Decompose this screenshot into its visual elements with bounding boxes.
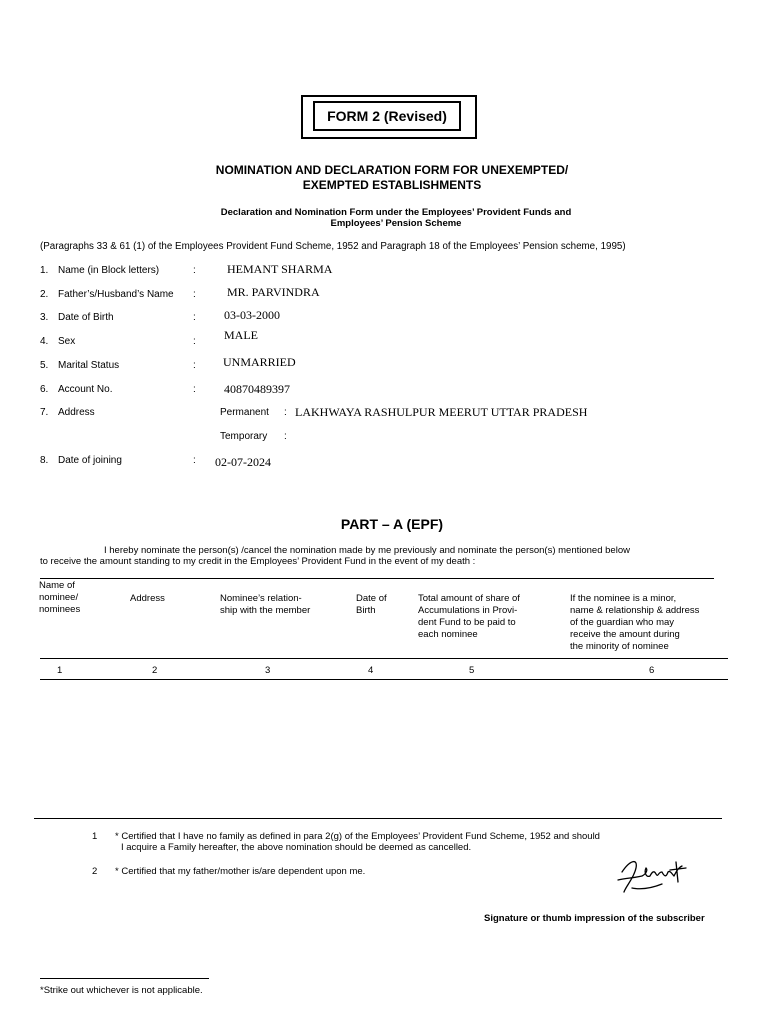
column-header-share: Total amount of share of Accumulations in Provi- dent Fund to be paid to each nominee xyxy=(418,593,520,640)
field-label-date-of-joining: Date of joining xyxy=(58,455,122,466)
field-label-dob: Date of Birth xyxy=(58,312,114,323)
field-label-marital-status: Marital Status xyxy=(58,360,120,371)
table-top-rule xyxy=(40,578,714,579)
table-bottom-rule xyxy=(34,818,722,819)
table-header-rule xyxy=(40,658,728,659)
field-number: 8. xyxy=(40,455,49,466)
field-number: 3. xyxy=(40,312,49,323)
field-value-date-of-joining: 02-07-2024 xyxy=(215,455,271,469)
field-label-father-name: Father’s/Husband’s Name xyxy=(58,289,174,300)
permanent-address-label: Permanent xyxy=(220,407,269,418)
field-number: 7. xyxy=(40,407,49,418)
field-value-marital-status: UNMARRIED xyxy=(223,355,296,369)
form-title: FORM 2 (Revised) xyxy=(313,101,461,131)
field-value-father-name: MR. PARVINDRA xyxy=(227,285,320,299)
field-colon: : xyxy=(193,312,196,323)
column-number: 5 xyxy=(469,665,475,676)
subheading-line-2: Employees’ Pension Scheme xyxy=(330,218,462,229)
field-number: 2. xyxy=(40,289,49,300)
permanent-address-value: LAKHWAYA RASHULPUR MEERUT UTTAR PRADESH xyxy=(295,405,588,419)
part-a-intro-line-1: I hereby nominate the person(s) /cancel the nomination made by me previously and nominate the person(s) mentioned below xyxy=(104,545,630,556)
field-label-name: Name (in Block letters) xyxy=(58,265,160,276)
field-colon: : xyxy=(193,336,196,347)
column-header-dob: Date of Birth xyxy=(356,593,387,616)
column-number: 6 xyxy=(649,665,655,676)
paragraph-reference: (Paragraphs 33 & 61 (1) of the Employees Provident Fund Scheme, 1952 and Paragraph 18 of the Employees’ Pension scheme, 1995) xyxy=(40,241,626,252)
field-number: 5. xyxy=(40,360,49,371)
footnote-rule xyxy=(40,978,209,979)
form-title-box xyxy=(301,95,477,139)
heading-line-1: NOMINATION AND DECLARATION FORM FOR UNEXEMPTED/ xyxy=(215,163,569,177)
column-number: 1 xyxy=(57,665,63,676)
part-a-title: PART – A (EPF) xyxy=(340,516,444,532)
column-header-relationship: Nominee’s relation- ship with the member xyxy=(220,593,311,616)
column-number: 4 xyxy=(368,665,374,676)
footnote: *Strike out whichever is not applicable. xyxy=(40,985,203,996)
column-header-guardian: If the nominee is a minor, name & relationship & address of the guardian who may receive the amount during the minority of nominee xyxy=(570,593,700,652)
part-a-intro-line-2: to receive the amount standing to my credit in the Employees’ Provident Fund in the event of my death : xyxy=(40,556,476,567)
field-number: 1. xyxy=(40,265,49,276)
field-value-account-no: 40870489397 xyxy=(224,382,290,396)
table-number-rule xyxy=(40,679,728,680)
address-colon: : xyxy=(284,407,287,418)
column-number: 2 xyxy=(152,665,158,676)
subheading-line-1: Declaration and Nomination Form under the Employees’ Provident Funds and xyxy=(220,207,572,218)
subscriber-signature xyxy=(612,852,694,898)
temporary-address-label: Temporary xyxy=(220,431,268,442)
heading-line-2: EXEMPTED ESTABLISHMENTS xyxy=(302,178,482,192)
field-colon: : xyxy=(193,289,196,300)
certification-1-line-1: * Certified that I have no family as defined in para 2(g) of the Employees’ Provident Fund Scheme, 1952 and should xyxy=(115,831,600,842)
signature-caption: Signature or thumb impression of the subscriber xyxy=(484,913,705,924)
field-label-address: Address xyxy=(58,407,95,418)
column-header-address: Address xyxy=(130,593,165,604)
field-label-sex: Sex xyxy=(58,336,76,347)
field-label-account-no: Account No. xyxy=(58,384,113,395)
certification-2-number: 2 xyxy=(92,866,98,877)
field-colon: : xyxy=(193,455,196,466)
certification-1-line-2: I acquire a Family hereafter, the above nomination should be deemed as cancelled. xyxy=(121,842,472,853)
field-number: 6. xyxy=(40,384,49,395)
field-colon: : xyxy=(193,265,196,276)
column-number: 3 xyxy=(265,665,271,676)
field-colon: : xyxy=(193,384,196,395)
field-value-dob: 03-03-2000 xyxy=(224,308,280,322)
certification-1-number: 1 xyxy=(92,831,98,842)
column-header-name: Name of nominee/ nominees xyxy=(39,580,81,615)
field-number: 4. xyxy=(40,336,49,347)
certification-2-line-1: * Certified that my father/mother is/are dependent upon me. xyxy=(115,866,366,877)
field-colon: : xyxy=(193,360,196,371)
address-colon: : xyxy=(284,431,287,442)
field-value-name: HEMANT SHARMA xyxy=(227,262,333,276)
field-value-sex: MALE xyxy=(224,328,258,342)
